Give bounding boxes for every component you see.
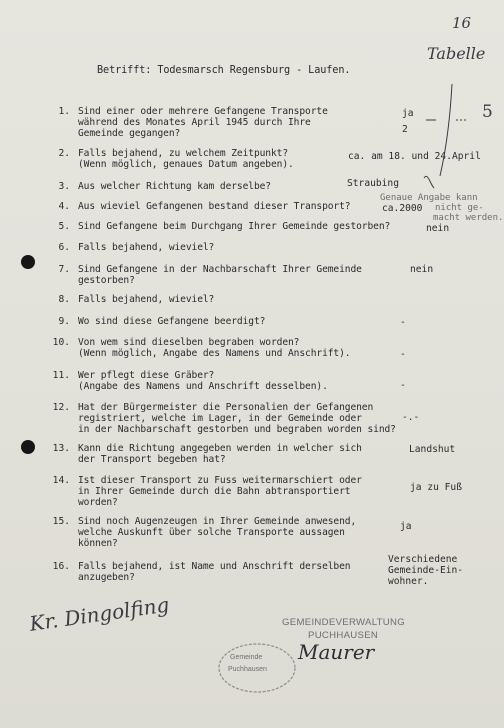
answer-14: ja zu Fuß (410, 482, 462, 493)
stamp-line-2: PUCHHAUSEN (308, 630, 379, 641)
answer-13: Landshut (409, 444, 456, 455)
question-line: Hat der Bürgermeister die Personalien der Gefangenen (78, 402, 374, 413)
answer-2: ca. am 18. und 24.April (348, 151, 481, 162)
question-number: 16. (52, 561, 70, 572)
answer-4-note: Genaue Angabe kann (380, 193, 478, 203)
question-line: registriert, welche im Lager, in der Gemeinde oder (78, 413, 362, 424)
answer-16-line: wohner. (388, 576, 429, 587)
question-line: in Ihrer Gemeinde durch die Bahn abtransportiert (78, 486, 351, 497)
question-line: (Angabe des Namens und Anschrift desselben). (78, 381, 328, 392)
question-line: Sind einer oder mehrere Gefangene Transporte (78, 106, 328, 117)
question-line: (Wenn möglich, genaues Datum angeben). (78, 159, 294, 170)
round-stamp-bottom: Puchhausen (228, 666, 267, 673)
question-line: Falls bejahend, wieviel? (78, 294, 215, 305)
question-line: während des Monates April 1945 durch Ihre (78, 117, 311, 128)
question-line: gestorben? (78, 275, 135, 286)
question-number: 15. (52, 516, 70, 527)
corner-note: Tabelle (427, 44, 486, 63)
question-line: Ist dieser Transport zu Fuss weitermarschiert oder (78, 475, 362, 486)
stamp-line-1: GEMEINDEVERWALTUNG (282, 617, 406, 628)
question-line: (Wenn möglich, Angabe des Namens und Anschrift). (78, 348, 351, 359)
question-number: 2. (58, 148, 70, 159)
question-line: Kann die Richtung angegeben werden in welcher sich (78, 443, 362, 454)
question-number: 1. (58, 106, 70, 117)
answer-12: -.- (402, 412, 420, 423)
answer-10: - (400, 349, 406, 360)
question-number: 10. (52, 337, 70, 348)
question-line: der Transport begeben hat? (78, 454, 226, 465)
question-number: 8. (58, 294, 70, 305)
question-line: Sind Gefangene in der Nachbarschaft Ihrer Gemeinde (78, 264, 362, 275)
question-line: Wo sind diese Gefangene beerdigt? (78, 316, 266, 327)
question-line: Aus welcher Richtung kam derselbe? (78, 181, 271, 192)
question-number: 6. (58, 242, 70, 253)
answer-16-line: Gemeinde-Ein- (388, 565, 464, 576)
punch-hole-bottom (21, 440, 35, 454)
question-line: Aus wieviel Gefangenen bestand dieser Transport? (78, 201, 351, 212)
answer-4-note: macht werden. (433, 213, 504, 223)
answer-16-line: Verschiedene (388, 554, 458, 565)
question-line: Gemeinde gegangen? (78, 128, 181, 139)
question-number: 3. (58, 181, 70, 192)
round-stamp-top: Gemeinde (230, 654, 263, 661)
question-line: welche Auskunft über solche Transporte aussagen (78, 527, 345, 538)
question-line: können? (78, 538, 118, 549)
answer-7: nein (410, 264, 434, 275)
question-line: Sind Gefangene beim Durchgang Ihrer Gemeinde gestorben? (78, 221, 391, 232)
question-number: 14. (52, 475, 70, 486)
answer-11: - (400, 380, 406, 391)
question-number: 13. (52, 443, 70, 454)
signature-left: Kr. Dingolfing (28, 592, 171, 636)
punch-hole-top (21, 255, 35, 269)
answer-4: ca.2000 (382, 203, 423, 214)
question-number: 7. (58, 264, 70, 275)
question-line: Sind noch Augenzeugen in Ihrer Gemeinde anwesend, (78, 516, 357, 527)
answer-3: Straubing (347, 178, 399, 189)
question-number: 11. (52, 370, 70, 381)
answer-5: nein (426, 223, 450, 234)
question-line: Falls bejahend, zu welchem Zeitpunkt? (78, 148, 289, 159)
answer-1: ja (402, 108, 414, 119)
answer-1-sub: 2 (402, 124, 408, 135)
heading: Betrifft: Todesmarsch Regensburg - Laufen. (97, 65, 351, 76)
answer-4-note: nicht ge- (435, 203, 484, 213)
answer-1-side-note: 5 (482, 102, 493, 122)
question-number: 4. (58, 201, 70, 212)
question-line: Von wem sind dieselben begraben worden? (78, 337, 300, 348)
question-line: Wer pflegt diese Gräber? (78, 370, 215, 381)
question-number: 5. (58, 221, 70, 232)
answer-9: - (400, 317, 406, 328)
question-line: Falls bejahend, wieviel? (78, 242, 215, 253)
question-line: anzugeben? (78, 572, 135, 583)
handwritten-marks-icon (390, 80, 500, 200)
question-number: 9. (58, 316, 70, 327)
question-line: Falls bejahend, ist Name und Anschrift derselben (78, 561, 351, 572)
signature-right: Maurer (298, 640, 375, 664)
question-number: 12. (52, 402, 70, 413)
question-line: worden? (78, 497, 118, 508)
answer-15: ja (400, 521, 412, 532)
page-number: 16 (452, 14, 472, 32)
question-line: in der Nachbarschaft gestorben und begraben worden sind? (78, 424, 396, 435)
